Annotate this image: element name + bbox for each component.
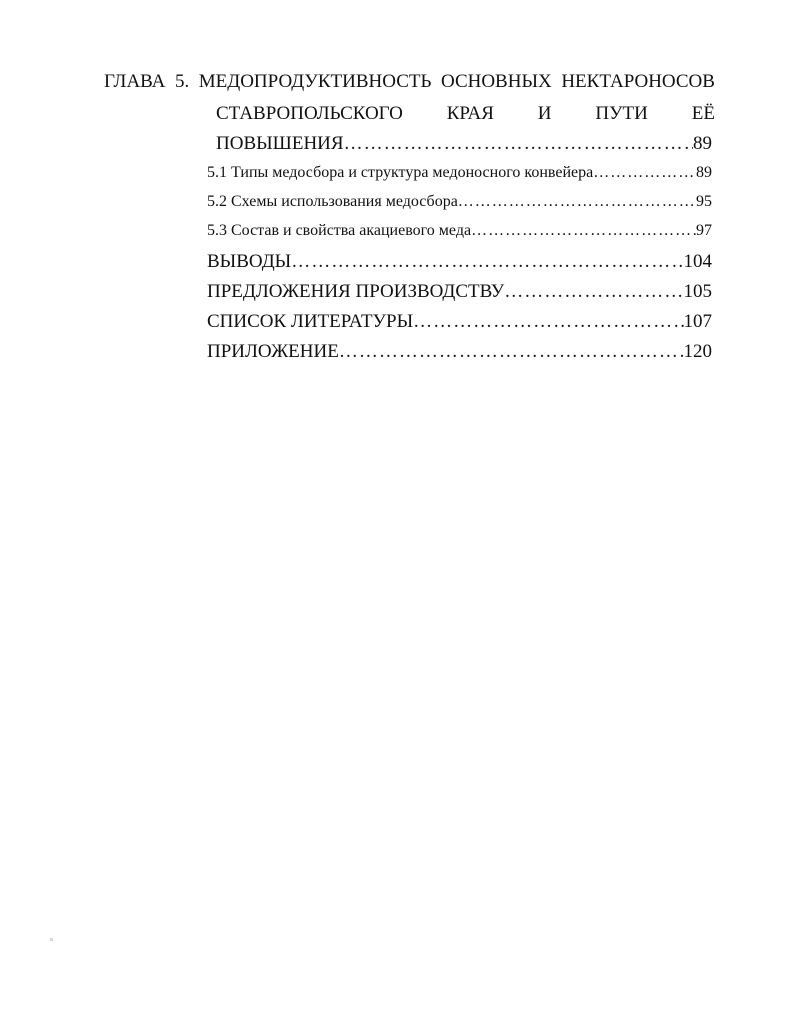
toc-entry-section-5-3	[207, 220, 712, 242]
toc-entry-label: 5.2 Схемы использования медосбора	[207, 193, 458, 210]
toc-leader-dots	[413, 310, 683, 334]
toc-entry-label: 5.3 Состав и свойства акациевого меда	[207, 222, 472, 239]
toc-page-number: 120	[683, 341, 712, 362]
chapter-title-word: МЕДОПРОДУКТИВНОСТЬ	[198, 71, 432, 92]
chapter-title-word: СТАВРОПОЛЬСКОГО	[216, 103, 403, 124]
toc-page-number: 107	[683, 311, 712, 332]
toc-page-number: 89	[696, 164, 712, 181]
chapter-title-word: ПУТИ	[595, 103, 648, 124]
toc-leader-dots	[504, 280, 683, 304]
toc-entry-references	[207, 310, 712, 334]
toc-entry-proposals	[207, 280, 712, 304]
toc-entry-label: 5.1 Типы медосбора и структура медоносного конвейера	[207, 164, 594, 181]
chapter-label: ГЛАВА	[104, 71, 166, 92]
chapter-title-word: И	[537, 103, 552, 124]
chapter-title-word: ЕЁ	[691, 103, 715, 124]
chapter-heading-line1	[104, 70, 715, 94]
toc-leader-dots	[291, 250, 683, 274]
toc-entry-label: ВЫВОДЫ	[207, 251, 292, 272]
scan-speck	[50, 938, 53, 941]
chapter-heading-line2	[216, 102, 715, 126]
chapter-title-word: НЕКТАРОНОСОВ	[561, 71, 715, 92]
chapter-number: 5.	[174, 71, 190, 92]
chapter-title-word: КРАЯ	[446, 103, 494, 124]
toc-entry-label: ПРЕДЛОЖЕНИЯ ПРОИЗВОДСТВУ	[207, 281, 505, 302]
toc-entry-section-5-2	[207, 191, 712, 213]
toc-entry-section-5-1	[207, 162, 712, 184]
toc-leader-dots	[344, 132, 693, 156]
toc-page-number: 105	[683, 281, 712, 302]
toc-page-number: 95	[696, 193, 712, 210]
toc-entry-label: ПРИЛОЖЕНИЕ	[207, 341, 339, 362]
toc-page-number: 97	[696, 222, 712, 239]
toc-page-number: 89	[693, 133, 712, 154]
toc-entry-label: СПИСОК ЛИТЕРАТУРЫ	[207, 311, 414, 332]
toc-leader-dots	[471, 220, 696, 242]
toc-leader-dots	[593, 162, 696, 184]
chapter-title-word: ОСНОВНЫХ	[440, 71, 552, 92]
toc-page-number: 104	[683, 251, 712, 272]
toc-entry-chapter-5	[216, 132, 712, 156]
toc-entry-appendix	[207, 340, 712, 364]
toc-leader-dots	[458, 191, 696, 213]
toc-entry-label: ПОВЫШЕНИЯ	[216, 133, 344, 154]
toc-entry-conclusions	[207, 250, 712, 274]
toc-leader-dots	[339, 340, 684, 364]
